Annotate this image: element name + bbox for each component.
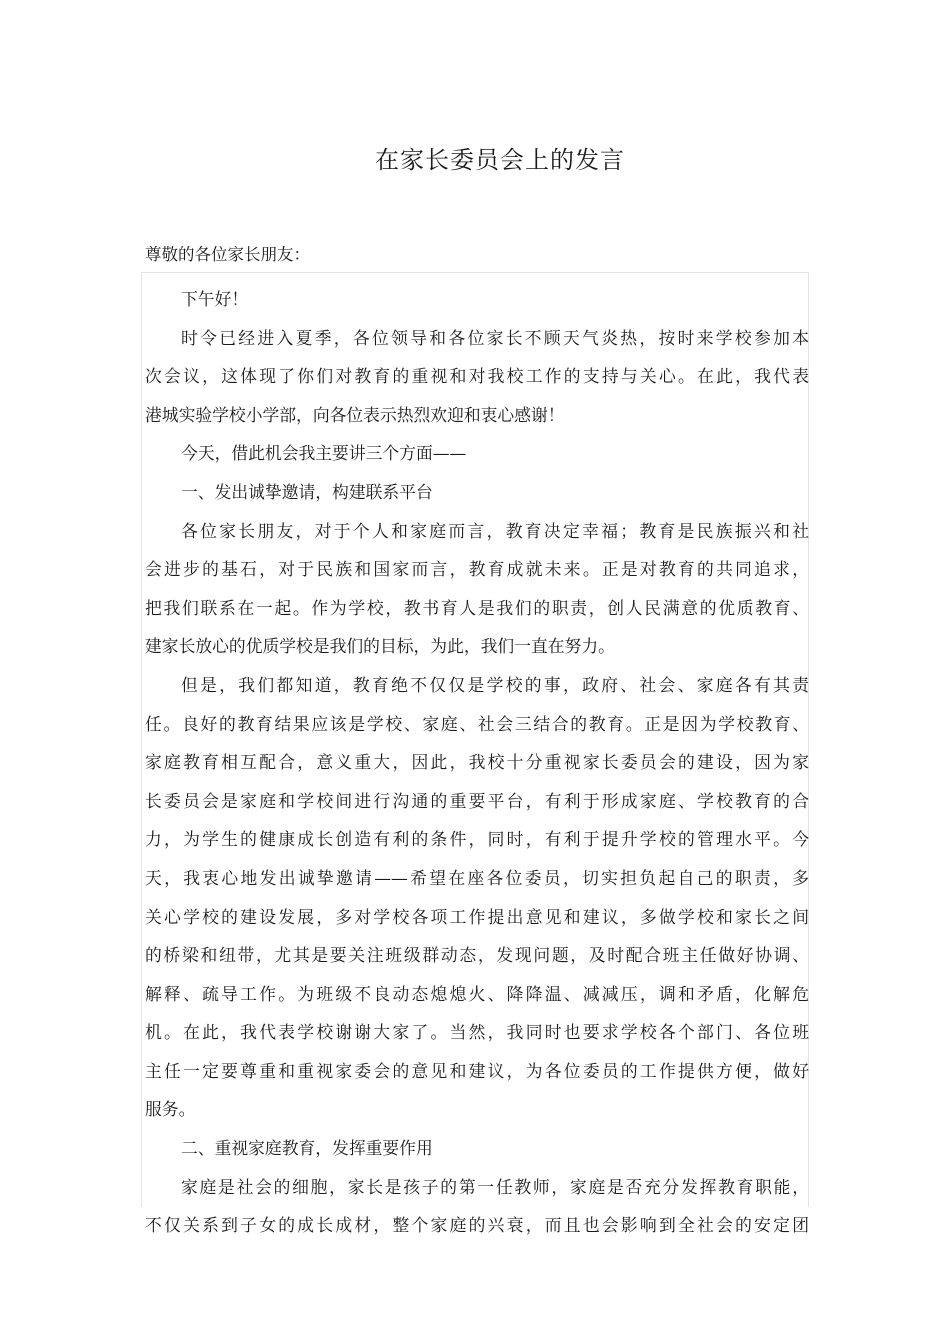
body-line: 机。在此，我代表学校谢谢大家了。当然，我同时也要求学校各个部门、各位班 (145, 1022, 809, 1043)
body-line: 次会议，这体现了你们对教育的重视和对我校工作的支持与关心。在此，我代表 (145, 366, 809, 387)
body-line: 主任一定要尊重和重视家委会的意见和建议，为各位委员的工作提供方便，做好 (145, 1060, 809, 1081)
body-line: 会进步的基石，对于民族和国家而言，教育成就未来。正是对教育的共同追求， (145, 559, 809, 580)
body-line: 力，为学生的健康成长创造有利的条件，同时，有利于提升学校的管理水平。今 (145, 829, 809, 850)
body-line: 天，我衷心地发出诚挚邀请——希望在座各位委员，切实担负起自己的职责，多 (145, 867, 809, 888)
speech-body (145, 280, 809, 1245)
body-line: 的桥梁和纽带，尤其是要关注班级群动态，发现问题，及时配合班主任做好协调、 (145, 945, 809, 966)
body-line: 关心学校的建设发展，多对学校各项工作提出意见和建议，多做学校和家长之间 (145, 906, 809, 927)
body-line: 家庭是社会的细胞，家长是孩子的第一任教师，家庭是否充分发挥教育职能， (181, 1176, 809, 1197)
body-line: 时令已经进入夏季，各位领导和各位家长不顾天气炎热，按时来学校参加本 (181, 327, 809, 348)
body-line: 任。良好的教育结果应该是学校、家庭、社会三结合的教育。正是因为学校教育、 (145, 713, 809, 734)
body-line: 各位家长朋友，对于个人和家庭而言，教育决定幸福；教育是民族振兴和社 (181, 520, 809, 541)
body-line: 今天，借此机会我主要讲三个方面—— (181, 443, 467, 464)
page-title: 在家长委员会上的发言 (375, 146, 625, 174)
body-line: 不仅关系到子女的成长成材，整个家庭的兴衰，而且也会影响到全社会的安定团 (145, 1215, 809, 1236)
body-line: 建家长放心的优质学校是我们的目标，为此，我们一直在努力。 (145, 636, 615, 657)
body-line: 但是，我们都知道，教育绝不仅仅是学校的事，政府、社会、家庭各有其责 (181, 674, 809, 695)
body-line: 长委员会是家庭和学校间进行沟通的重要平台，有利于形成家庭、学校教育的合 (145, 790, 809, 811)
body-line: 港城实验学校小学部，向各位表示热烈欢迎和衷心感谢！ (145, 404, 565, 425)
body-line: 二、重视家庭教育，发挥重要作用 (181, 1138, 433, 1159)
body-line: 把我们联系在一起。作为学校，教书育人是我们的职责，创人民满意的优质教育、 (145, 597, 809, 618)
body-line: 服务。 (145, 1099, 196, 1120)
body-line: 家庭教育相互配合，意义重大，因此，我校十分重视家长委员会的建设，因为家 (145, 752, 809, 773)
body-line: 解释、疏导工作。为班级不良动态熄熄火、降降温、减减压，调和矛盾，化解危 (145, 983, 809, 1004)
body-line: 下午好！ (181, 289, 249, 309)
salutation: 尊敬的各位家长朋友： (145, 245, 310, 264)
body-line: 一、发出诚挚邀请，构建联系平台 (181, 481, 433, 502)
